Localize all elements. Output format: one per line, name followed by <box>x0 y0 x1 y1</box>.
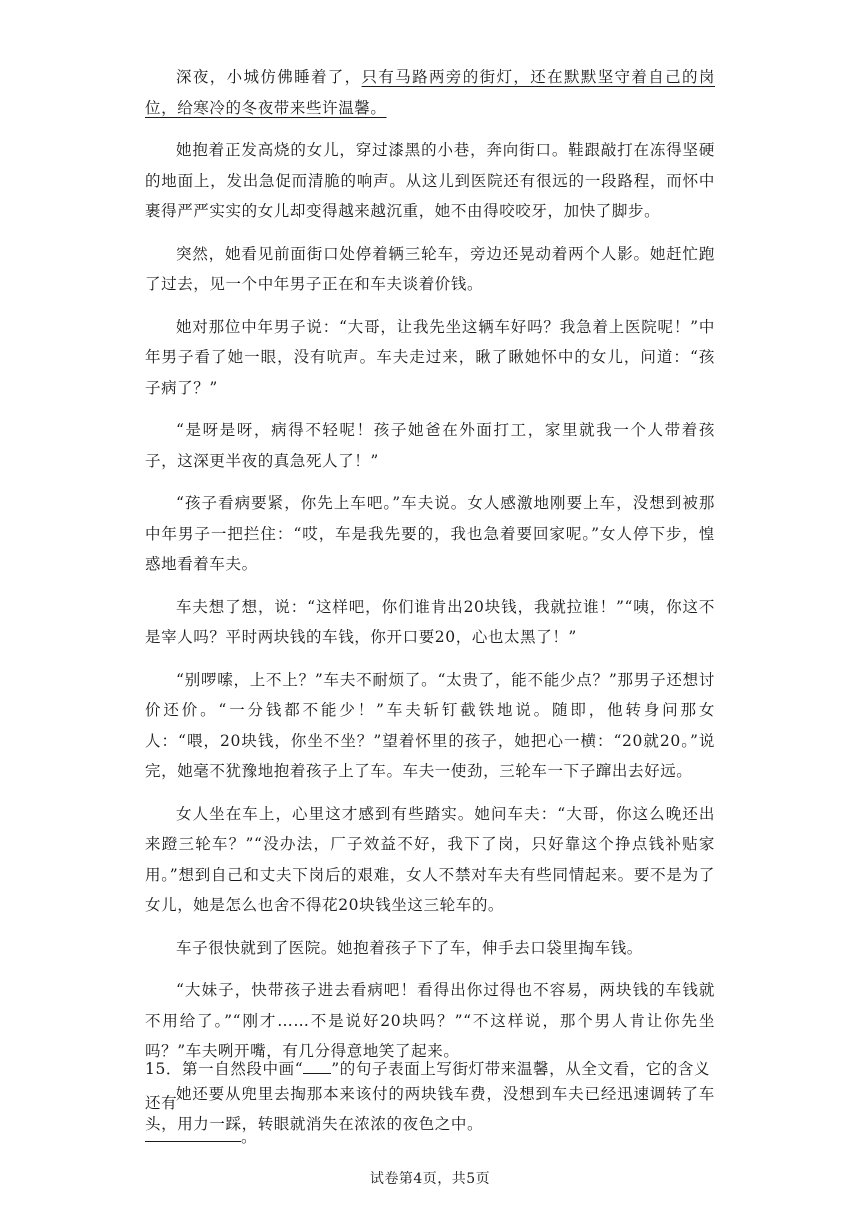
question-text-after: ”的句子表面上写街灯带来温馨，从全文看，它的含义还有 <box>145 1060 711 1112</box>
underline-marker <box>303 1057 331 1074</box>
paragraph-12: 她还要从兜里去掏那本来该付的两块钱车费，没想到车夫已经迅速调转了车头，用力一踩，转眼就消失在浓浓的夜色之中。 <box>145 1084 715 1133</box>
paragraph-2: 她抱着正发高烧的女儿，穿过漆黑的小巷，奔向街口。鞋跟敲打在冻得坚硬的地面上，发出急促而清脆的响声。从这儿到医院还有很远的一段路程，而怀中裹得严严实实的女儿却变得越来越沉重，她不由得咬咬牙，加快了脚步。 <box>145 141 715 220</box>
page-footer: 试卷第4页，共5页 <box>369 1171 491 1187</box>
question-15 <box>145 1052 715 1154</box>
paragraph-4: 她对那位中年男子说：“大哥，让我先坐这辆车好吗？我急着上医院呢！”中年男子看了她一眼，没有吭声。车夫走过来，瞅了瞅她怀中的女儿，问道：“孩子病了？” <box>145 317 715 397</box>
paragraph-11: “大妹子，快带孩子进去看病吧！看得出你过得也不容易，两块钱的车钱就不用给了。”“刚才……不是说好20块吗？”“不这样说，那个男人肯让你先坐吗？”车夫咧开嘴，有几分得意地笑了起来。 <box>145 981 715 1060</box>
paragraph-3: 突然，她看见前面街口处停着辆三轮车，旁边还晃动着两个人影。她赶忙跑了过去，见一个中年男子正在和车夫谈着价钱。 <box>145 244 715 293</box>
question-text-before: 第一自然段中画“ <box>182 1060 304 1078</box>
paragraph-7: 车夫想了想，说：“这样吧，你们谁肯出20块钱，我就拉谁！”“咦，你这不是宰人吗？平时两块钱的车钱，你开口要20，心也太黑了！” <box>145 597 715 646</box>
underlined-sentence: 只有马路两旁的街灯，还在默默坚守着自己的岗位，给寒冷的冬夜带来些许温馨。 <box>145 68 715 117</box>
question-number: 15． <box>145 1060 183 1078</box>
reading-passage <box>145 62 715 1140</box>
answer-blank[interactable] <box>145 1123 241 1142</box>
paragraph-6: “孩子看病要紧，你先上车吧。”车夫说。女人感激地刚要上车，没想到被那中年男子一把拦住：“哎，车是我先要的，我也急着要回家呢。”女人停下步，惶惑地看着车夫。 <box>145 494 715 573</box>
question-end-mark: 。 <box>241 1128 258 1146</box>
paragraph-1-lead: 深夜，小城仿佛睡着了， <box>176 68 362 86</box>
paragraph-8: “别啰嗦，上不上？”车夫不耐烦了。“太贵了，能不能少点？”那男子还想讨价还价。“一分钱都不能少！”车夫斩钉截铁地说。随即，他转身问那女人：“喂，20块钱，你坐不坐？”望着怀里的孩子，她把心一横：“20就20。”说完，她毫不犹豫地抱着孩子上了车。车夫一使劲，三轮车一下子蹿出去好远。 <box>145 670 715 780</box>
paragraph-10: 车子很快就到了医院。她抱着孩子下了车，伸手去口袋里掏车钱。 <box>176 938 643 957</box>
paragraph-5: “是呀是呀，病得不轻呢！孩子她爸在外面打工，家里就我一个人带着孩子，这深更半夜的真急死人了！” <box>145 421 715 470</box>
paragraph-9: 女人坐在车上，心里这才感到有些踏实。她问车夫：“大哥，你这么晚还出来蹬三轮车？”“没办法，厂子效益不好，我下了岗，只好靠这个挣点钱补贴家用。”想到自己和丈夫下岗后的艰难，女人不禁对车夫有些同情起来。要不是为了女儿，她是怎么也舍不得花20块钱坐这三轮车的。 <box>145 804 715 914</box>
paragraph-1 <box>145 62 715 123</box>
